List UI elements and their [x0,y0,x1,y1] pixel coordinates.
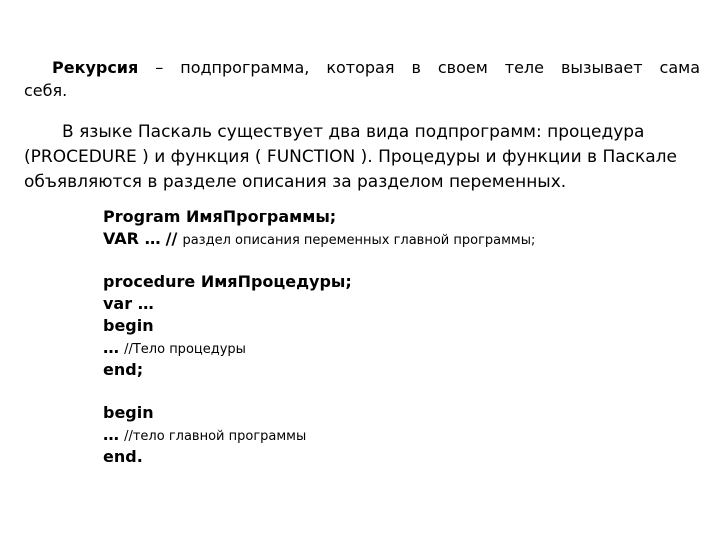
code-var-keyword: VAR … [103,229,161,248]
code-var-comment: раздел описания переменных главной программы; [182,233,536,248]
code-example [103,206,703,468]
code-main-end: end. [103,447,143,466]
recursion-definition-text: – подпрограмма, которая в своем теле вызывает сама себя. [24,58,700,100]
code-comment-slashes: // [165,229,178,248]
code-spacer [103,250,703,271]
code-proc-body-comment: //Тело процедуры [124,342,246,357]
code-procedure-line: procedure ИмяПроцедуры; [103,272,352,291]
recursion-term: Рекурсия [52,58,139,77]
code-spacer [103,381,703,402]
code-program-line: Program ИмяПрограммы; [103,207,337,226]
code-main-body-dots: … [103,425,119,444]
code-main-begin: begin [103,403,154,422]
code-var-line [103,228,703,250]
code-proc-body-dots: … [103,338,119,357]
code-proc-var-line: var … [103,294,154,313]
recursion-definition [24,56,700,102]
code-main-body [103,424,703,446]
code-main-body-comment: //тело главной программы [124,429,307,444]
code-proc-begin: begin [103,316,154,335]
subprogram-intro: В языке Паскаль существует два вида подпрограмм: процедура (PROCEDURE ) и функция ( FUNCTION ). Процедуры и функции в Паскале объявляются в разделе описания за разделом переменных. [24,122,677,192]
code-proc-body [103,337,703,359]
code-proc-end: end; [103,360,144,379]
